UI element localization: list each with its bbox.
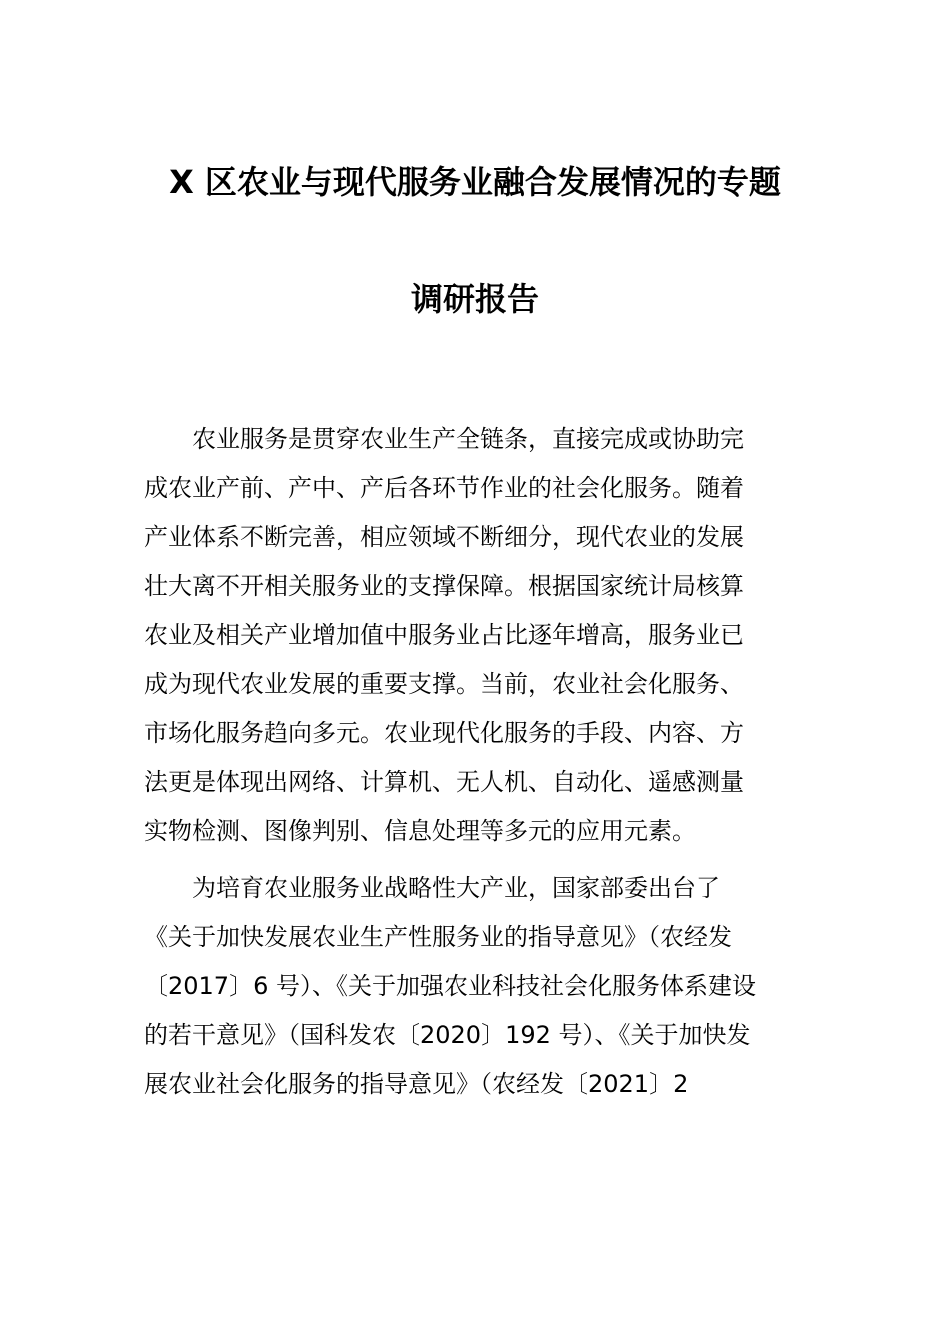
paragraph-line: 农业服务是贯穿农业生产全链条，直接完成或协助完 (144, 425, 744, 453)
document-title-line-1: X 区农业与现代服务业融合发展情况的专题 (169, 163, 781, 201)
paragraph-line: 法更是体现出网络、计算机、无人机、自动化、遥感测量 (144, 768, 744, 796)
paragraph-line: 成为现代农业发展的重要支撑。当前，农业社会化服务、 (144, 670, 744, 698)
paragraph-line: 《关于加快发展农业生产性服务业的指导意见》（农经发 (144, 923, 732, 951)
paragraph-line: 展农业社会化服务的指导意见》（农经发〔2021〕2 (144, 1070, 689, 1098)
paragraph-line: 的若干意见》（国科发农〔2020〕192 号）、《关于加快发 (144, 1021, 751, 1049)
paragraph-line: 产业体系不断完善，相应领域不断细分，现代农业的发展 (144, 523, 744, 551)
paragraph-line: 成农业产前、产中、产后各环节作业的社会化服务。随着 (144, 474, 744, 502)
paragraph-line: 为培育农业服务业战略性大产业，国家部委出台了 (144, 874, 720, 902)
paragraph-line: 壮大离不开相关服务业的支撑保障。根据国家统计局核算 (144, 572, 744, 600)
paragraph-line: 〔2017〕6 号）、《关于加强农业科技社会化服务体系建设 (144, 972, 756, 1000)
paragraph-1 (144, 415, 806, 856)
paragraph-line: 实物检测、图像判别、信息处理等多元的应用元素。 (144, 817, 696, 845)
paragraph-2 (144, 864, 806, 1109)
paragraph-line: 市场化服务趋向多元。农业现代化服务的手段、内容、方 (144, 719, 744, 747)
paragraph-line: 农业及相关产业增加值中服务业占比逐年增高，服务业已 (144, 621, 744, 649)
document-title-line-2: 调研报告 (410, 280, 539, 318)
